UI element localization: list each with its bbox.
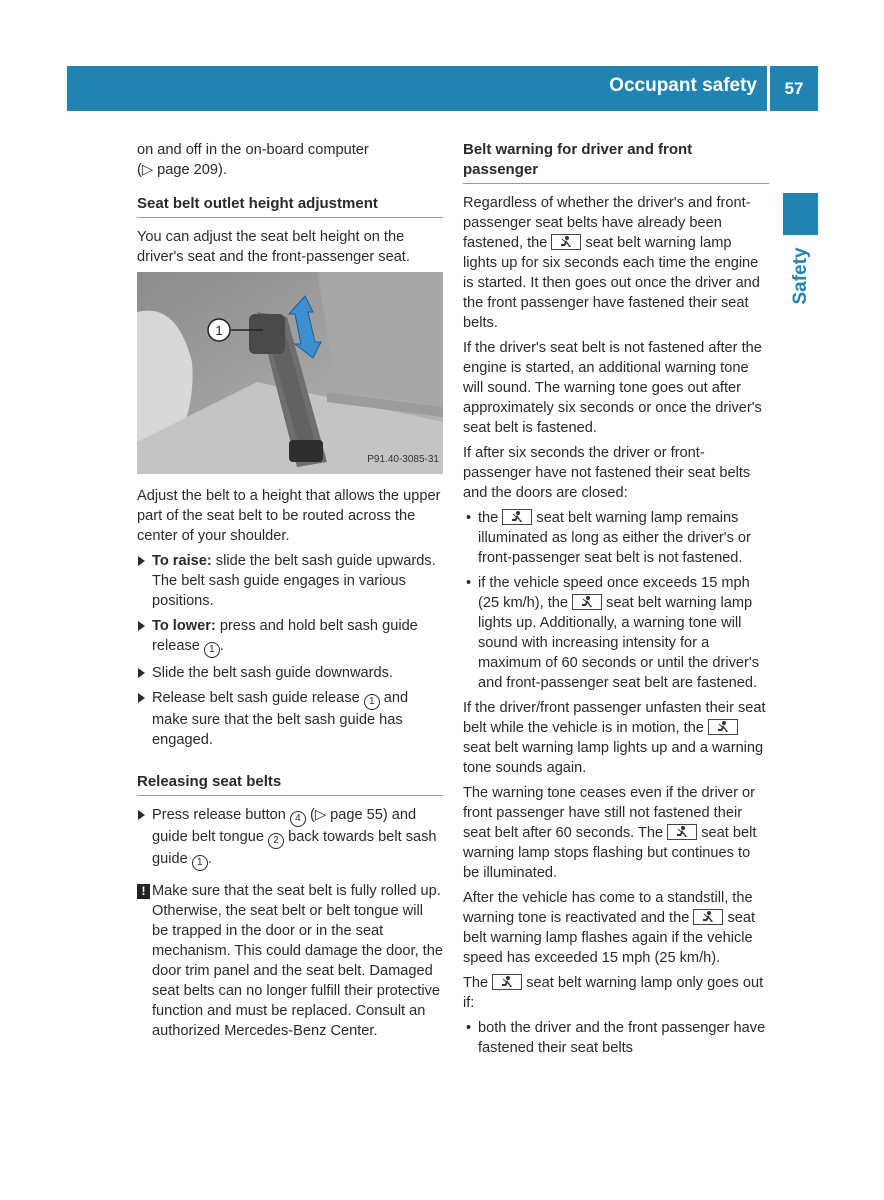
outlet-adjustment-text: You can adjust the seat belt height on the driver's seat and the front-passenger seat. bbox=[137, 229, 410, 265]
seat-belt-warning-icon bbox=[492, 974, 522, 990]
warning-note: ! Make sure that the seat belt is fully rolled up. Otherwise, the seat belt or belt tongue will be trapped in the door or in the seat mechanism. This could damage the door, the door trim panel and the seat belt. Damaged seat belts can no longer fulfill their protective function and must be replaced. Consult an authorized Mercedes-Benz Center. bbox=[137, 881, 443, 1041]
list-item: • both the driver and the front passenger have fastened their seat belts bbox=[463, 1018, 769, 1058]
left-column bbox=[137, 140, 443, 1041]
intro-paragraph: on and off in the on-board computer (▷ page 209). bbox=[137, 142, 369, 178]
section-heading-releasing: Releasing seat belts bbox=[137, 772, 443, 796]
paragraph: Regardless of whether the driver's and front-passenger seat belts have already been fastened, the seat belt warning lamp lights up for six seconds each time the engine is started. It then goes out once the driver and the front passenger have fastened their seat belts. bbox=[463, 195, 760, 331]
seat-belt-warning-icon bbox=[708, 719, 738, 735]
page-number: 57 bbox=[770, 66, 818, 111]
seat-belt-illustration bbox=[137, 272, 443, 474]
callout-ref: 2 bbox=[268, 833, 284, 849]
callout-ref: 1 bbox=[364, 694, 380, 710]
section-heading-outlet-adjustment: Seat belt outlet height adjustment bbox=[137, 194, 443, 218]
paragraph: After the vehicle has come to a standstill, the warning tone is reactivated and the seat belt warning lamp flashes again if the vehicle speed has exceeded 15 mph (25 km/h). bbox=[463, 890, 756, 966]
section-heading-belt-warning: Belt warning for driver and front passenger bbox=[463, 140, 769, 184]
header-bar bbox=[67, 66, 767, 111]
seat-belt-warning-icon bbox=[502, 509, 532, 525]
page-title: Occupant safety bbox=[609, 75, 757, 96]
exclamation-icon: ! bbox=[137, 884, 150, 899]
list-item: • if the vehicle speed once exceeds 15 mph (25 km/h), the seat belt warning lamp lights up. Additionally, a warning tone will sound with increasing intensity for a maximum of 60 seconds or until the driver's and front-passenger seat belt are fastened. bbox=[463, 573, 769, 693]
callout-ref: 1 bbox=[192, 855, 208, 871]
side-tab-marker bbox=[783, 193, 818, 235]
paragraph: If the driver's seat belt is not fastened after the engine is started, an additional warning tone will sound. The warning tone goes out after approximately six seconds or once the driver's seat belt is fastened. bbox=[463, 340, 762, 436]
step-release: Release belt sash guide release 1 and make sure that the belt sash guide has engaged. bbox=[137, 688, 443, 750]
callout-ref: 4 bbox=[290, 811, 306, 827]
side-tab-label: Safety bbox=[790, 247, 811, 305]
image-reference-code: P91.40-3085-31 bbox=[367, 454, 439, 465]
seat-belt-warning-icon bbox=[572, 594, 602, 610]
seat-belt-warning-icon bbox=[693, 909, 723, 925]
paragraph: If the driver/front passenger unfasten their seat belt while the vehicle is in motion, the seat belt warning lamp lights up and a warning tone sounds again. bbox=[463, 700, 766, 776]
step-lower: To lower: press and hold belt sash guide release 1 . bbox=[137, 616, 443, 658]
belt-height-text: Adjust the belt to a height that allows the upper part of the seat belt to be routed across the center of your shoulder. bbox=[137, 488, 441, 544]
seat-belt-photo bbox=[137, 272, 443, 474]
seat-belt-warning-icon bbox=[667, 824, 697, 840]
paragraph: If after six seconds the driver or front-passenger have not fastened their seat belts and the doors are closed: bbox=[463, 445, 751, 501]
list-item: • the seat belt warning lamp remains illuminated as long as either the driver's or front-passenger seat belt is not fastened. bbox=[463, 508, 769, 568]
step-slide-down: Slide the belt sash guide downwards. bbox=[137, 663, 443, 683]
step-press-release: Press release button 4 (▷ page 55) and guide belt tongue 2 back towards belt sash guide 1 . bbox=[137, 805, 443, 871]
callout-ref: 1 bbox=[204, 642, 220, 658]
seat-belt-warning-icon bbox=[551, 234, 581, 250]
step-raise: To raise: slide the belt sash guide upwards. The belt sash guide engages in various positions. bbox=[137, 551, 443, 611]
paragraph: The warning tone ceases even if the driver or front passenger have still not fastened their seat belt after 60 seconds. The seat belt warning lamp stops flashing but continues to be illuminated. bbox=[463, 785, 757, 881]
image-callout-1: 1 bbox=[215, 323, 223, 338]
paragraph: The seat belt warning lamp only goes out if: bbox=[463, 975, 764, 1011]
right-column bbox=[463, 140, 769, 1063]
